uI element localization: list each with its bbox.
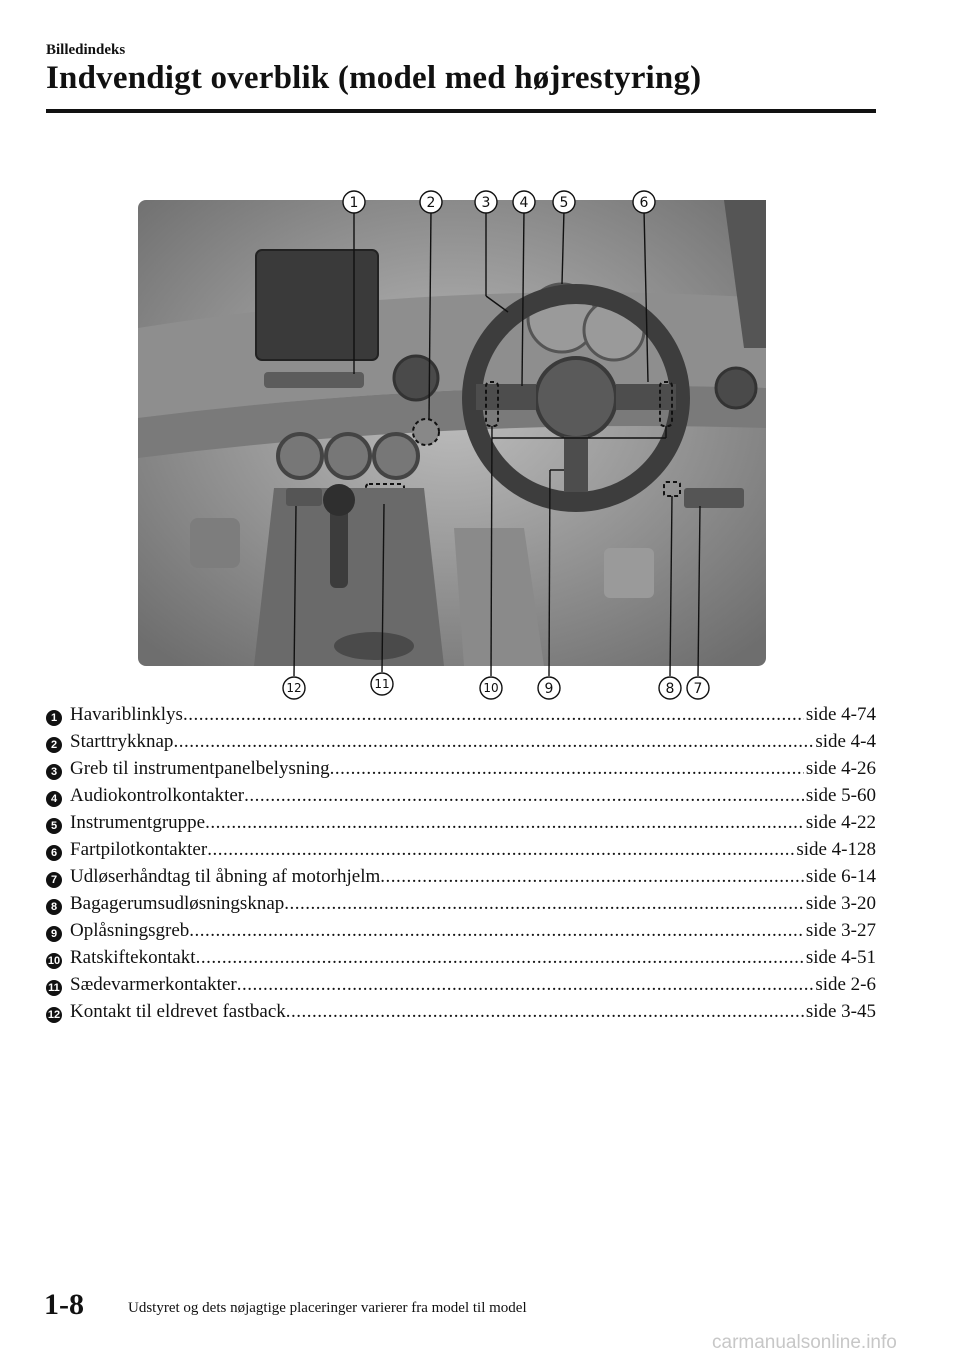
legend-page-ref: side 4-22 [805, 812, 876, 833]
svg-text:11: 11 [374, 677, 390, 691]
legend-item-2 [46, 731, 876, 758]
legend-item-10 [46, 947, 876, 974]
legend-item-12 [46, 1001, 876, 1028]
callout-4-icon [513, 191, 535, 213]
legend-num-3-icon: 3 [46, 764, 62, 780]
interior-illustration [124, 188, 774, 700]
callout-10-icon [480, 677, 502, 699]
svg-text:7: 7 [693, 681, 703, 697]
callout-8-icon [659, 677, 681, 699]
legend-page-ref: side 4-128 [796, 839, 876, 860]
legend-num-2-icon: 2 [46, 737, 62, 753]
legend-num-12-icon: 12 [47, 1009, 61, 1021]
leader-dots [183, 704, 804, 726]
callout-5-icon [553, 191, 575, 213]
callout-9-icon [538, 677, 560, 699]
page-number: 1-8 [44, 1288, 84, 1321]
legend-item-8 [46, 893, 876, 920]
legend-page-ref: side 3-27 [805, 920, 876, 941]
legend-page-ref: side 4-26 [805, 758, 876, 779]
leader-dots [205, 812, 804, 834]
legend-num-5-icon: 5 [46, 818, 62, 834]
legend-label: Ratskiftekontakt [70, 947, 196, 968]
legend-num-7-icon: 7 [46, 872, 62, 888]
legend-page-ref: side 6-14 [805, 866, 876, 887]
legend-page-ref: side 4-4 [815, 731, 876, 752]
leader-dots [237, 974, 814, 996]
svg-text:4: 4 [519, 195, 529, 211]
leader-dots [330, 758, 804, 780]
legend-page-ref: side 5-60 [805, 785, 876, 806]
watermark: carmanualsonline.info [712, 1332, 897, 1353]
legend-label: Audiokontrolkontakter [70, 785, 245, 806]
legend-num-10-icon: 10 [47, 955, 61, 967]
legend-label: Instrumentgruppe [70, 812, 206, 833]
leader-dots [189, 920, 804, 942]
callout-12-icon [283, 677, 305, 699]
svg-text:5: 5 [559, 195, 569, 211]
svg-text:10: 10 [483, 681, 499, 695]
svg-text:8: 8 [665, 681, 675, 697]
legend-page-ref: side 4-74 [805, 704, 876, 725]
callout-11-icon [371, 673, 393, 695]
leader-dots [380, 866, 804, 888]
legend-num-8-icon: 8 [46, 899, 62, 915]
legend-label: Udløserhåndtag til åbning af motorhjelm [70, 866, 381, 887]
legend-page-ref: side 2-6 [815, 974, 876, 995]
legend-item-7 [46, 866, 876, 893]
legend-item-4 [46, 785, 876, 812]
legend-item-5 [46, 812, 876, 839]
leader-dots [244, 785, 804, 807]
legend-num-1-icon: 1 [46, 710, 62, 726]
callout-7-icon [687, 677, 709, 699]
legend-label: Sædevarmerkontakter [70, 974, 237, 995]
legend-num-11-icon: 11 [46, 980, 62, 996]
leader-dots [284, 893, 804, 915]
gear-knob [323, 484, 355, 516]
legend-item-9 [46, 920, 876, 947]
svg-text:12: 12 [286, 681, 302, 695]
legend-num-9-icon: 9 [46, 926, 62, 942]
callout-3-icon [475, 191, 497, 213]
svg-text:9: 9 [544, 681, 554, 697]
legend-page-ref: side 4-51 [805, 947, 876, 968]
legend-label: Bagagerumsudløsningsknap [70, 893, 285, 914]
legend-num-4-icon: 4 [46, 791, 62, 807]
svg-text:6: 6 [639, 195, 649, 211]
callout-1-icon [343, 191, 365, 213]
callout-6-icon [633, 191, 655, 213]
legend-list [46, 704, 876, 1028]
leader-dots [173, 731, 813, 753]
title-rule [46, 109, 876, 113]
svg-text:2: 2 [426, 195, 436, 211]
infotainment-screen [256, 250, 378, 360]
legend-item-11 [46, 974, 876, 1001]
legend-label: Havariblinklys [70, 704, 183, 725]
legend-item-1 [46, 704, 876, 731]
callout-2-icon [420, 191, 442, 213]
svg-text:1: 1 [349, 195, 359, 211]
page-title: Indvendigt overblik (model med højrestyring) [46, 60, 702, 96]
legend-page-ref: side 3-45 [805, 1001, 876, 1022]
legend-item-3 [46, 758, 876, 785]
footer-note: Udstyret og dets nøjagtige placeringer varierer fra model til model [128, 1300, 527, 1316]
legend-label: Fartpilotkontakter [70, 839, 208, 860]
legend-label: Greb til instrumentpanelbelysning [70, 758, 330, 779]
leader-dots [196, 947, 804, 969]
legend-label: Kontakt til eldrevet fastback [70, 1001, 286, 1022]
legend-num-6-icon: 6 [46, 845, 62, 861]
section-label: Billedindeks [46, 42, 126, 58]
legend-label: Starttrykknap [70, 731, 174, 752]
svg-text:3: 3 [481, 195, 491, 211]
legend-label: Oplåsningsgreb [70, 920, 190, 941]
legend-item-6 [46, 839, 876, 866]
leader-dots [286, 1001, 804, 1023]
legend-page-ref: side 3-20 [805, 893, 876, 914]
leader-dots [207, 839, 794, 861]
